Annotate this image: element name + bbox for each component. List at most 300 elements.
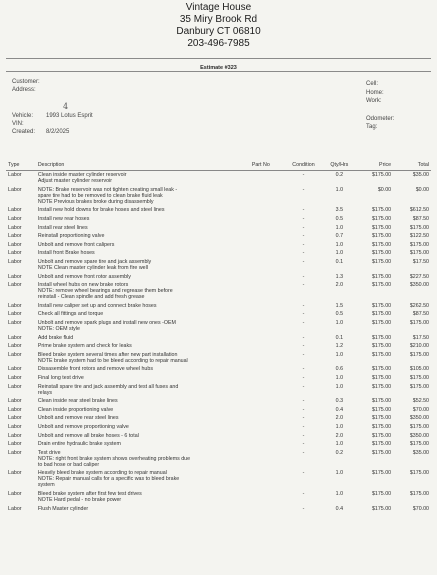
row-price: $175.00 [371,470,392,477]
row-price: $175.00 [371,415,392,422]
row-total: $175.00 [409,470,429,477]
row-condition: - [302,470,305,477]
row-condition: - [302,432,305,439]
row-type: Labor [8,334,22,341]
row-qty: 1.0 [335,441,344,448]
row-qty: 1.0 [335,186,344,193]
row-part-no [250,448,284,469]
row-qty: 0.1 [335,259,344,266]
created-label: Created: [12,129,36,135]
description-line: Heavily bleed brake system according to repair manual [37,470,167,477]
description-line: Add brake fluid [37,334,74,341]
row-qty: 1.5 [335,302,344,309]
row-condition: - [302,441,305,448]
description-line: NOTE: Repair manual calls for a specific was to bleed brake [37,476,180,483]
description-line: NOTE Clean master cylinder leak from fire well [37,265,148,272]
row-price: $175.00 [371,282,392,289]
description-line: spare tire had to be removed to clean brake fluid leak [37,192,163,199]
row-type: Labor [8,406,22,413]
row-total: $612.50 [409,207,429,214]
row-condition: - [302,259,305,266]
row-price: $175.00 [371,224,392,231]
row-description [36,448,250,469]
row-description [36,223,250,232]
row-description [36,440,250,449]
table-row [6,249,431,258]
row-price: $175.00 [371,216,392,223]
row-qty: 2.0 [335,432,344,439]
row-description [36,423,250,432]
row-type: Labor [8,432,22,439]
description-line: reinstall - Clean spindle and add fresh grease [37,294,145,301]
row-total: $262.50 [409,302,429,309]
row-condition: - [302,415,305,422]
row-qty: 1.0 [335,224,344,231]
row-description [36,469,250,490]
description-line: Drain entire hydraulic brake system [37,441,121,448]
table-row [6,272,431,281]
row-type: Labor [8,224,22,231]
row-part-no [250,351,284,366]
row-condition: - [302,233,305,240]
row-type: Labor [8,216,22,223]
col-part-no: Part No [250,160,284,171]
description-line: Install new caliper set up and connect brake hoses [37,302,157,309]
row-qty: 0.5 [335,216,344,223]
table-row [6,310,431,319]
row-price: $175.00 [371,406,392,413]
row-part-no [250,241,284,250]
row-total: $175.00 [409,383,429,390]
row-part-no [250,382,284,397]
table-row [6,223,431,232]
row-price: $175.00 [371,241,392,248]
row-qty: 1.2 [335,343,344,350]
row-type: Labor [8,490,22,497]
row-description [36,319,250,334]
row-condition: - [302,423,305,430]
row-description [36,272,250,281]
tag-label: Tag: [366,124,378,130]
description-line: NOTE: OEM style [37,326,80,333]
row-total: $175.00 [409,320,429,327]
row-description [36,186,250,207]
row-qty: 1.0 [335,423,344,430]
row-type: Labor [8,415,22,422]
row-part-no [250,281,284,302]
table-row [6,365,431,374]
row-description [36,414,250,423]
row-total: $175.00 [409,490,429,497]
row-price: $175.00 [371,259,392,266]
row-condition: - [302,351,305,358]
description-line: Unbolt and remove rear steel lines [37,415,119,422]
row-condition: - [302,383,305,390]
row-part-no [250,440,284,449]
row-price: $175.00 [371,505,392,512]
row-price: $175.00 [371,398,392,405]
row-price: $175.00 [371,250,392,257]
cell-label: Cell: [366,81,379,87]
row-qty: 0.3 [335,398,344,405]
row-condition: - [302,224,305,231]
row-condition: - [302,406,305,413]
row-type: Labor [8,186,22,193]
description-line: Unbolt and remove spare tire and jack assembly [37,259,152,266]
row-part-no [250,232,284,241]
row-qty: 2.0 [335,282,344,289]
row-total: $17.50 [412,334,429,341]
row-part-no [250,504,284,513]
shop-name: Vintage House [185,2,252,13]
row-description [36,310,250,319]
row-part-no [250,490,284,505]
row-total: $70.00 [412,505,429,512]
description-line: NOTE Previous brakes broke during disassembly [37,198,154,205]
row-type: Labor [8,470,22,477]
row-total: $105.00 [409,366,429,373]
row-price: $175.00 [371,302,392,309]
col-price: Price [355,160,393,171]
work-label: Work: [366,98,382,104]
col-type: Type [6,160,36,171]
row-type: Labor [8,423,22,430]
vin-row [12,120,93,128]
row-qty: 3.5 [335,207,344,214]
vehicle-value: 1993 Lotus Esprit [46,113,93,119]
row-total: $175.00 [409,374,429,381]
row-total: $210.00 [409,343,429,350]
row-part-no [250,319,284,334]
row-total: $0.00 [415,186,429,193]
row-part-no [250,302,284,311]
description-line: Flush Master cylinder [37,505,89,512]
row-qty: 1.0 [335,374,344,381]
table-row [6,405,431,414]
table-row [6,469,431,490]
table-row [6,397,431,406]
row-condition: - [302,490,305,497]
row-total: $175.00 [409,241,429,248]
table-row [6,490,431,505]
description-line: NOTE: remove wheel bearings and regrease them before [37,288,173,295]
title-divider [6,71,431,72]
row-qty: 0.2 [335,172,344,179]
description-line: Install new hold downs for brake hoses and steel lines [37,207,165,214]
row-condition: - [302,449,305,456]
row-description [36,206,250,215]
row-description [36,171,250,186]
row-part-no [250,272,284,281]
description-line: Unbolt and remove spark plugs and install new ones -OEM [37,320,176,327]
table-row [6,215,431,224]
row-total: $87.50 [412,311,429,318]
row-condition: - [302,250,305,257]
row-part-no [250,333,284,342]
row-description [36,504,250,513]
row-type: Labor [8,241,22,248]
row-part-no [250,249,284,258]
row-part-no [250,206,284,215]
row-price: $175.00 [371,311,392,318]
description-line: Unbolt and remove front rotor assembly [37,273,131,280]
row-part-no [250,469,284,490]
row-type: Labor [8,398,22,405]
table-header-row [6,160,431,171]
col-description: Description [36,160,250,171]
col-condition: Condition [284,160,324,171]
row-type: Labor [8,311,22,318]
row-qty: 0.4 [335,406,344,413]
row-description [36,351,250,366]
row-type: Labor [8,302,22,309]
row-part-no [250,215,284,224]
row-type: Labor [8,207,22,214]
table-row [6,281,431,302]
row-type: Labor [8,320,22,327]
row-description [36,490,250,505]
row-condition: - [302,172,305,179]
row-description [36,249,250,258]
description-line: Install wheel hubs on new brake rotors [37,282,129,289]
row-qty: 0.5 [335,311,344,318]
row-description [36,365,250,374]
description-line: Install new rear hoses [37,216,90,223]
table-row [6,319,431,334]
shop-street: 35 Miry Brook Rd [179,14,258,25]
row-price: $175.00 [371,207,392,214]
table-row [6,232,431,241]
shop-phone: 203-496-7985 [187,38,250,49]
row-description [36,281,250,302]
row-type: Labor [8,343,22,350]
description-line: Clean inside master cylinder reservoir [37,172,127,179]
table-row [6,241,431,250]
table-row [6,258,431,273]
table-row [6,382,431,397]
row-qty: 0.1 [335,334,344,341]
row-part-no [250,186,284,207]
created-row [12,128,93,136]
handwritten-mark: 4 [63,102,69,111]
row-description [36,215,250,224]
row-condition: - [302,343,305,350]
description-line: NOTE brake system had to be bleed according to repair manual [37,357,188,364]
row-description [36,374,250,383]
row-qty: 1.0 [335,490,344,497]
row-condition: - [302,374,305,381]
estimate-title: Estimate #323 [200,65,237,71]
row-price: $175.00 [371,334,392,341]
header-divider [6,58,431,59]
description-line: Unbolt and remove all brake hoses - 6 total [37,432,139,439]
row-part-no [250,414,284,423]
description-line: Bleed brake system after first few test drives [37,490,142,497]
row-total: $87.50 [412,216,429,223]
row-condition: - [302,366,305,373]
row-part-no [250,397,284,406]
row-price: $175.00 [371,233,392,240]
row-part-no [250,405,284,414]
row-condition: - [302,186,305,193]
row-condition: - [302,273,305,280]
table-row [6,342,431,351]
row-part-no [250,223,284,232]
row-qty: 1.0 [335,241,344,248]
row-type: Labor [8,273,22,280]
row-description [36,241,250,250]
row-total: $175.00 [409,441,429,448]
row-price: $175.00 [371,320,392,327]
row-qty: 1.0 [335,351,344,358]
row-qty: 1.0 [335,320,344,327]
row-total: $175.00 [409,351,429,358]
odometer-label: Odometer: [366,115,395,122]
table-body [6,171,431,513]
row-description [36,397,250,406]
row-condition: - [302,311,305,318]
table-row [6,302,431,311]
row-description [36,302,250,311]
description-line: Unbolt and remove proportioning valve [37,423,129,430]
description-line: to bad hose or bad caliper [37,461,100,468]
row-description [36,382,250,397]
row-qty: 0.4 [335,505,344,512]
created-value: 8/2/2025 [46,129,70,135]
row-qty: 1.0 [335,250,344,257]
row-type: Labor [8,351,22,358]
shop-header [0,0,437,50]
row-total: $70.00 [412,406,429,413]
row-qty: 0.7 [335,233,344,240]
row-price: $175.00 [371,343,392,350]
row-price: $175.00 [371,432,392,439]
description-line: Bleed brake system several times after new part installation [37,351,178,358]
table-row [6,448,431,469]
vin-label: VIN: [12,121,24,127]
row-total: $175.00 [409,423,429,430]
row-part-no [250,423,284,432]
row-description [36,232,250,241]
table-row [6,206,431,215]
row-price: $175.00 [371,423,392,430]
row-condition: - [302,398,305,405]
row-qty: 2.0 [335,415,344,422]
row-total: $175.00 [409,250,429,257]
row-price: $175.00 [371,374,392,381]
row-condition: - [302,302,305,309]
table-row [6,374,431,383]
row-price: $175.00 [371,441,392,448]
row-condition: - [302,241,305,248]
row-price: $175.00 [371,172,392,179]
description-line: Reinstall spare tire and jack assembly and test all fuses and [37,383,179,390]
row-total: $175.00 [409,224,429,231]
description-line: Install front Brake hoses [37,250,95,257]
row-price: $175.00 [371,449,392,456]
row-type: Labor [8,449,22,456]
row-total: $227.50 [409,273,429,280]
table-row [6,440,431,449]
row-type: Labor [8,383,22,390]
customer-label: Customer: [12,79,40,85]
row-part-no [250,431,284,440]
description-line: Check all fittings and torque [37,311,104,318]
table-row [6,414,431,423]
row-total: $35.00 [412,449,429,456]
description-line: NOTE: right front brake system shows overheating problems due [37,455,191,462]
row-part-no [250,258,284,273]
row-part-no [250,374,284,383]
row-type: Labor [8,374,22,381]
customer-block [12,78,93,136]
vehicle-label: Vehicle: [12,113,34,119]
row-condition: - [302,320,305,327]
row-condition: - [302,282,305,289]
row-condition: - [302,334,305,341]
row-description [36,342,250,351]
description-line: NOTE Hard pedal - no brake power [37,496,122,503]
row-description [36,258,250,273]
address-label: Address: [12,87,36,93]
row-type: Labor [8,282,22,289]
description-line: Final long test drive [37,374,84,381]
row-condition: - [302,207,305,214]
description-line: Clean inside proportioning valve [37,406,114,413]
description-line: Clean inside rear steel brake lines [37,398,118,405]
description-line: Install rear steel lines [37,224,88,231]
home-label: Home: [366,89,384,96]
row-condition: - [302,505,305,512]
col-qty: Qty/Hrs [323,160,355,171]
row-type: Labor [8,441,22,448]
row-part-no [250,342,284,351]
table-row [6,171,431,186]
row-part-no [250,171,284,186]
row-price: $175.00 [371,490,392,497]
contact-block [366,80,394,132]
row-type: Labor [8,259,22,266]
row-price: $175.00 [371,383,392,390]
row-condition: - [302,216,305,223]
vehicle-row [12,112,93,120]
row-type: Labor [8,250,22,257]
description-line: relays [37,389,52,396]
line-items-table [6,160,431,513]
row-description [36,333,250,342]
table-row [6,423,431,432]
row-qty: 1.0 [335,383,344,390]
row-type: Labor [8,366,22,373]
row-qty: 1.0 [335,470,344,477]
row-price: $175.00 [371,351,392,358]
table-row [6,431,431,440]
description-line: Unbolt and remove front calipers [37,241,115,248]
table-row [6,504,431,513]
shop-city: Danbury CT 06810 [176,26,261,37]
row-description [36,431,250,440]
row-total: $350.00 [409,432,429,439]
row-qty: 0.6 [335,366,344,373]
description-line: Dissasemble front rotors and remove wheel hubs [37,366,153,373]
row-total: $35.00 [412,172,429,179]
row-total: $122.50 [409,233,429,240]
col-total: Total [393,160,431,171]
description-line: NOTE: Brake reservoir was not tighten creating small leak - [37,186,178,193]
description-line: system [37,482,55,489]
row-total: $350.00 [409,282,429,289]
row-type: Labor [8,505,22,512]
